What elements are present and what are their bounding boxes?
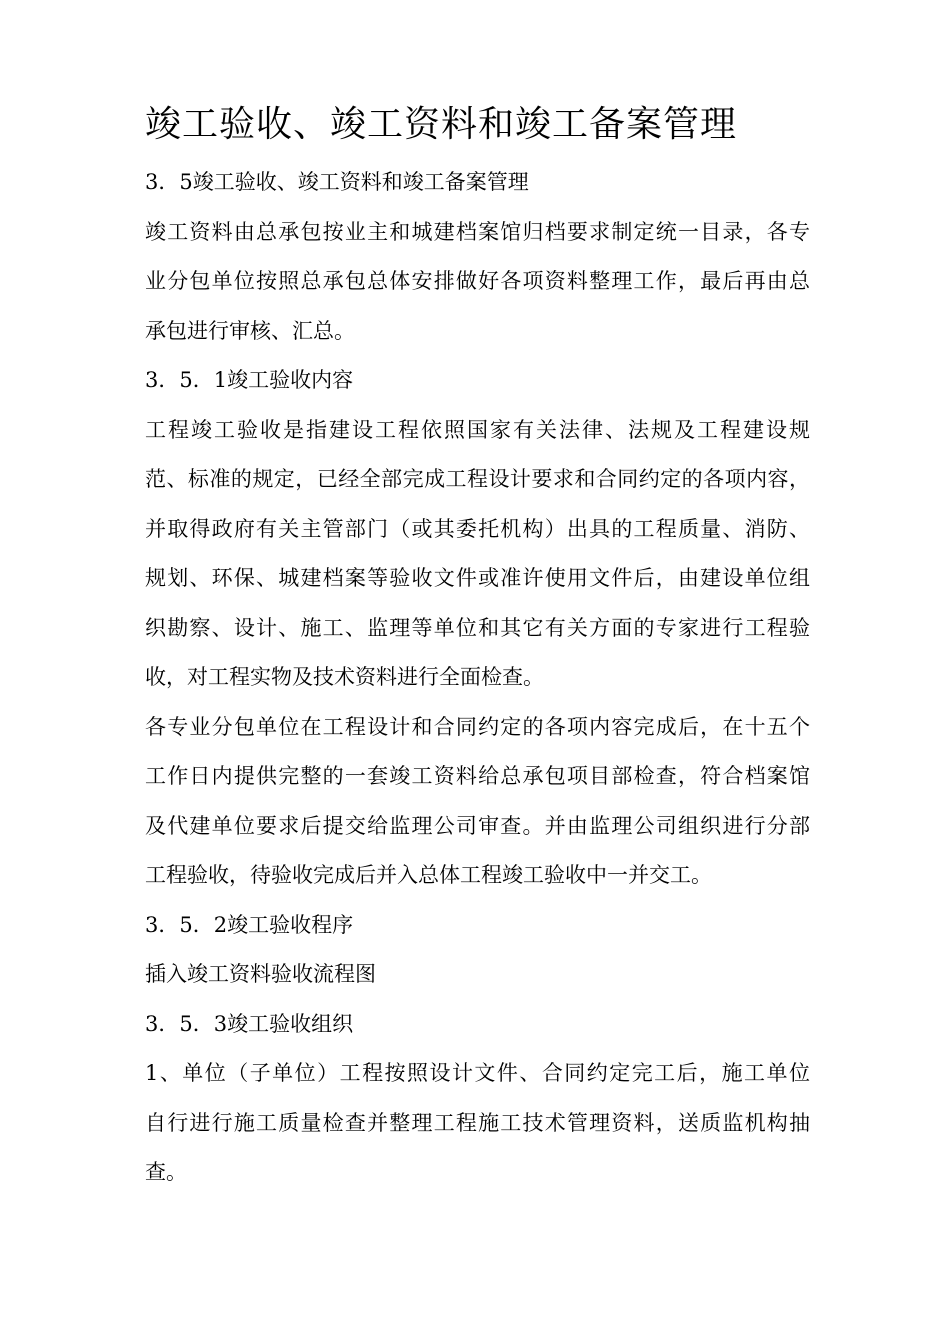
paragraph-acceptance-organization — [145, 1049, 810, 1198]
paragraph-line: 及代建单位要求后提交给监理公司审查。并由监理公司组织进行分部 — [145, 813, 810, 838]
paragraph-line: 业分包单位按照总承包总体安排做好各项资料整理工作，最后再由总 — [145, 269, 810, 293]
section-heading-3-5-3: 3．5．3竣工验收组织 — [145, 1011, 354, 1036]
paragraph-line: 工作日内提供完整的一套竣工资料给总承包项目部检查，符合档案馆 — [145, 764, 810, 788]
paragraph-line: 承包进行审核、汇总。 — [145, 318, 355, 343]
document-page — [145, 92, 810, 1198]
paragraph-line: 1、单位（子单位）工程按照设计文件、合同约定完工后，施工单位 — [145, 1061, 810, 1085]
section-heading-3-5-2: 3．5．2竣工验收程序 — [145, 912, 354, 937]
section-heading-3-5-1: 3．5．1竣工验收内容 — [145, 368, 354, 392]
paragraph-line: 竣工资料由总承包按业主和城建档案馆归档要求制定统一目录，各专 — [145, 219, 810, 244]
paragraph-line: 工程竣工验收是指建设工程依照国家有关法律、法规及工程建设规 — [145, 417, 810, 442]
paragraph-line: 收，对工程实物及技术资料进行全面检查。 — [145, 665, 544, 689]
paragraph-completion-materials — [145, 208, 810, 357]
paragraph-line: 查。 — [145, 1160, 187, 1184]
flowchart-placeholder-note: 插入竣工资料验收流程图 — [145, 962, 376, 986]
paragraph-subcontractor-submission — [145, 703, 810, 901]
paragraph-line: 自行进行施工质量检查并整理工程施工技术管理资料，送质监机构抽 — [145, 1110, 810, 1135]
paragraph-acceptance-content — [145, 406, 810, 703]
paragraph-line: 并取得政府有关主管部门（或其委托机构）出具的工程质量、消防、 — [145, 516, 810, 541]
paragraph-line: 各专业分包单位在工程设计和合同约定的各项内容完成后，在十五个 — [145, 714, 810, 739]
section-heading-3-5: 3．5竣工验收、竣工资料和竣工备案管理 — [145, 170, 529, 194]
document-title: 竣工验收、竣工资料和竣工备案管理 — [145, 104, 738, 145]
paragraph-line: 工程验收，待验收完成后并入总体工程竣工验收中一并交工。 — [145, 863, 712, 887]
paragraph-line: 织勘察、设计、施工、监理等单位和其它有关方面的专家进行工程验 — [145, 615, 810, 640]
paragraph-line: 规划、环保、城建档案等验收文件或准许使用文件后，由建设单位组 — [145, 566, 810, 590]
paragraph-line: 范、标准的规定，已经全部完成工程设计要求和合同约定的各项内容， — [145, 467, 810, 491]
